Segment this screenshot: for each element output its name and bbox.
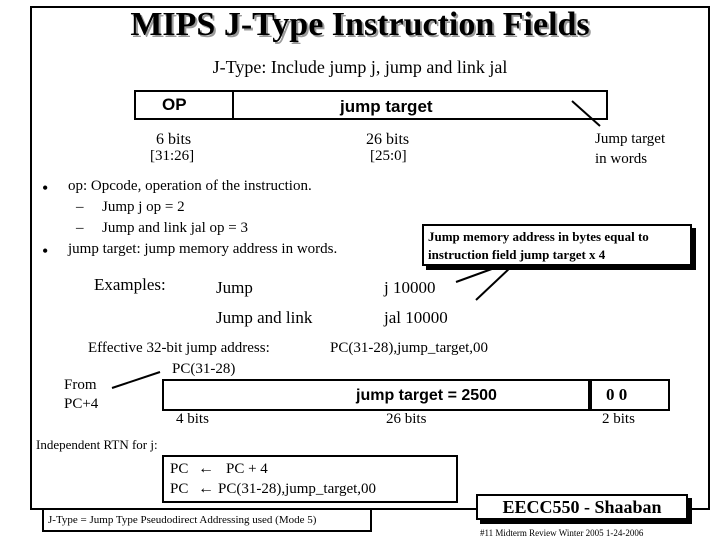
from-label: From	[64, 377, 97, 393]
dash-icon: –	[76, 199, 84, 215]
callout-line1: Jump memory address in bytes equal to	[428, 229, 649, 244]
side-note-line1: Jump target	[595, 131, 666, 147]
rtn-line2-lhs: PC	[170, 481, 189, 497]
left-arrow-icon: ←	[198, 460, 214, 477]
rtn-line1-lhs: PC	[170, 461, 189, 477]
example-jump-code: j 10000	[384, 278, 436, 297]
bullet-icon: •	[42, 178, 49, 198]
field-divider	[232, 92, 234, 118]
footer-note: J-Type = Jump Type Pseudodirect Addressing used (Mode 5)	[48, 514, 317, 526]
rtn-label: Independent RTN for j:	[36, 437, 158, 452]
effective-address-label: Effective 32-bit jump address:	[88, 340, 270, 356]
pc-bits-count: 4 bits	[176, 411, 209, 427]
course-badge	[476, 494, 688, 520]
example-jump-name: Jump	[216, 278, 253, 297]
callout-line2: instruction field jump target x 4	[428, 247, 606, 262]
from-pc-label: PC+4	[64, 396, 99, 412]
op-range-label: [31:26]	[150, 148, 195, 164]
op-bits-label: 6 bits	[156, 131, 192, 148]
examples-label: Examples:	[94, 275, 166, 294]
slide-title: MIPS J-Type Instruction Fields	[130, 6, 590, 43]
target-bits-label: 26 bits	[366, 131, 410, 148]
zeros-field-box	[590, 379, 670, 411]
footer-note-box	[42, 508, 372, 532]
bullet-op: op: Opcode, operation of the instruction.	[68, 178, 312, 194]
zeros-bits-count: 2 bits	[602, 411, 635, 427]
target-field-label: jump target	[340, 97, 433, 116]
example-jal-code: jal 10000	[384, 308, 448, 327]
rtn-box	[162, 455, 458, 503]
callout-box	[422, 224, 692, 266]
op-field-label: OP	[162, 95, 187, 114]
bullet-op-sub1: Jump j op = 2	[102, 199, 185, 215]
footer-info: #11 Midterm Review Winter 2005 1-24-2006	[480, 528, 644, 538]
rtn-line1-rhs: PC + 4	[226, 461, 268, 477]
target-range-label: [25:0]	[370, 148, 407, 164]
course-title: EECC550 - Shaaban	[502, 497, 662, 517]
bullet-target: jump target: jump memory address in words.	[68, 241, 338, 257]
example-jal-name: Jump and link	[216, 308, 313, 327]
jump-target-value: jump target = 2500	[356, 387, 497, 404]
bullet-icon: •	[42, 241, 49, 261]
target-bits-count: 26 bits	[386, 411, 427, 427]
pc-bits-field-label: PC(31-28)	[172, 361, 236, 377]
rtn-line2-rhs: PC(31-28),jump_target,00	[218, 481, 377, 497]
bullet-op-sub2: Jump and link jal op = 3	[102, 220, 248, 236]
slide-subtitle: J-Type: Include jump j, jump and link jal	[212, 57, 508, 77]
effective-address-expr: PC(31-28),jump_target,00	[330, 340, 489, 356]
address-format-box	[162, 379, 590, 411]
zeros-value: 0 0	[606, 385, 628, 404]
jtype-format-box	[134, 90, 608, 120]
left-arrow-icon: ←	[198, 480, 214, 497]
side-note-line2: in words	[595, 151, 648, 167]
dash-icon: –	[76, 220, 84, 236]
